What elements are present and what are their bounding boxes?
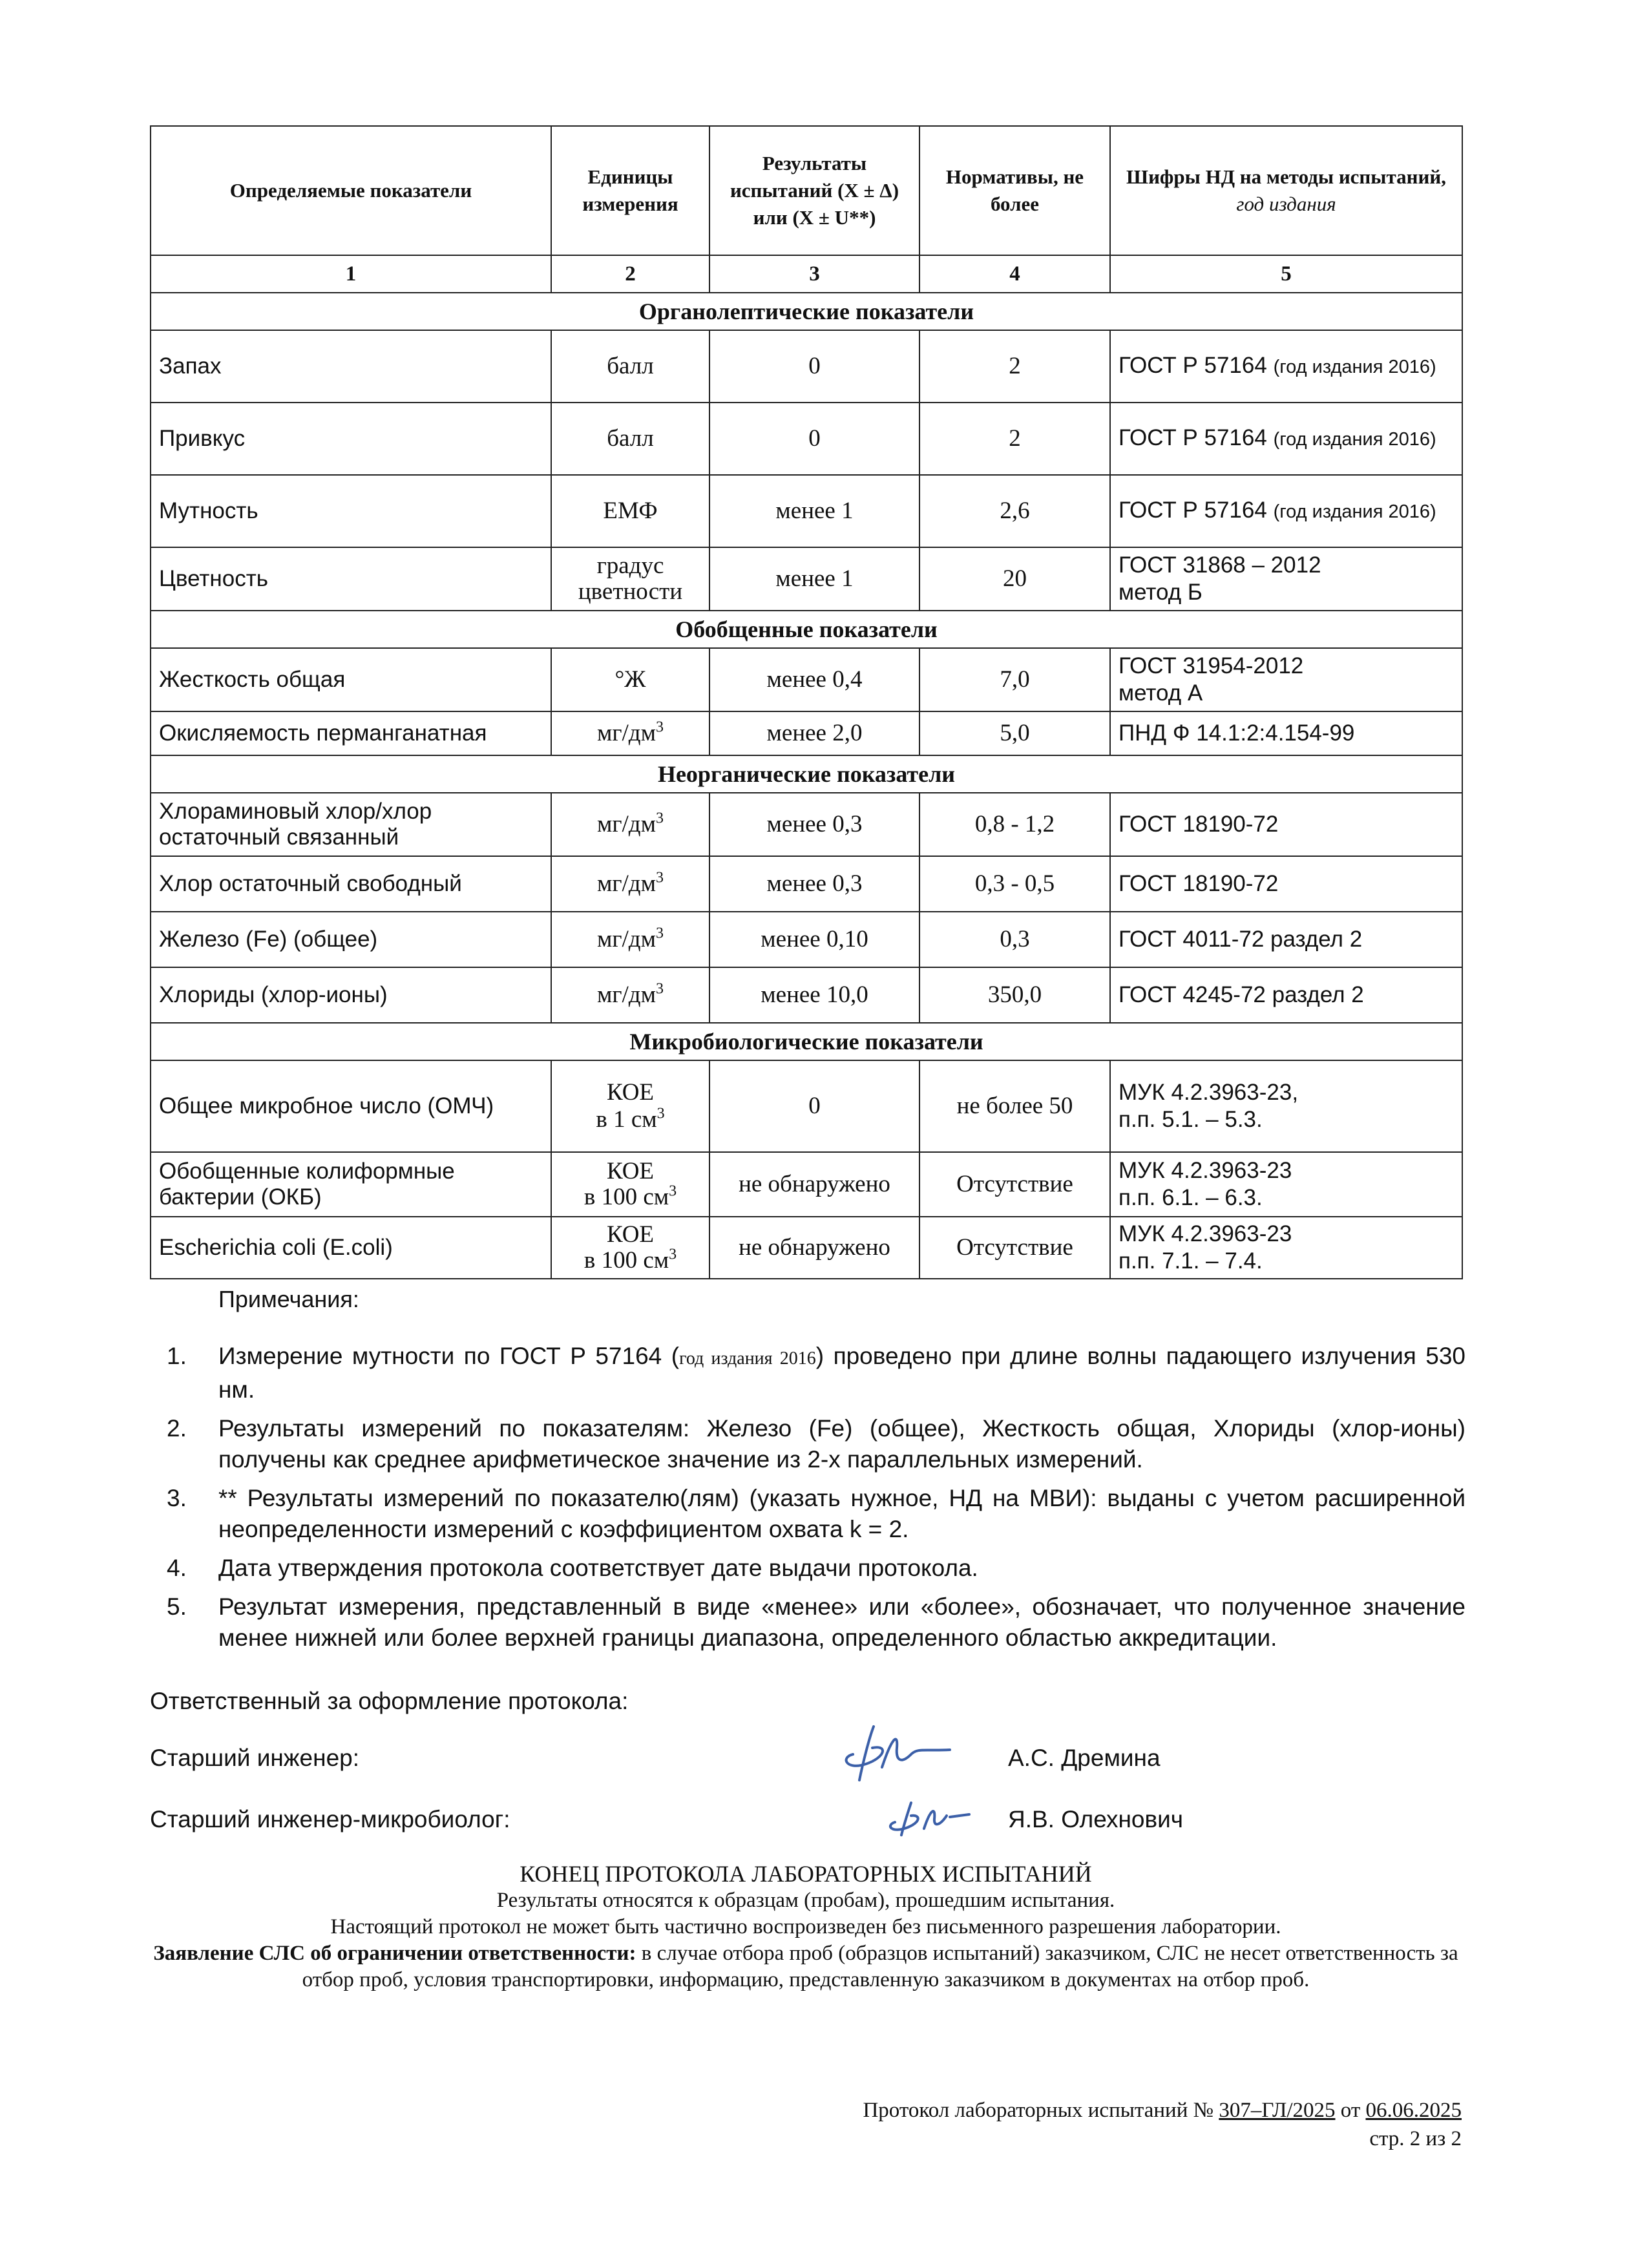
cell-method — [1110, 1060, 1462, 1152]
cell-unit: °Ж — [551, 648, 709, 711]
colnum-3: 3 — [709, 255, 919, 293]
unit-line2: в 100 см — [583, 1184, 669, 1210]
section-microbiological: Микробиологические показатели — [151, 1023, 1462, 1060]
section-row — [151, 1023, 1462, 1060]
name-line1: Обобщенные колиформные — [159, 1159, 455, 1184]
cell-method — [1110, 475, 1462, 547]
unit-text: мг/дм — [596, 720, 656, 746]
method-line1: ГОСТ 31868 – 2012 — [1119, 552, 1321, 578]
cell-name: Привкус — [151, 403, 551, 475]
cell-result: 0 — [709, 403, 919, 475]
protocol-prefix: Протокол лабораторных испытаний № — [863, 2099, 1219, 2122]
colnum-4: 4 — [919, 255, 1110, 293]
name-line2: остаточный связанный — [159, 824, 399, 850]
table-row — [151, 403, 1462, 475]
cell-unit — [551, 1060, 709, 1152]
section-row — [151, 611, 1462, 648]
unit-line1: КОЕ — [606, 1079, 655, 1106]
cell-norm: не более 50 — [919, 1060, 1110, 1152]
cell-name: Хлор остаточный свободный — [151, 856, 551, 912]
colnum-2: 2 — [551, 255, 709, 293]
cell-unit: балл — [551, 330, 709, 403]
cell-result: 0 — [709, 1060, 919, 1152]
note-text: ) проведено при длине волны падающего излучения 530 нм. — [218, 1343, 1466, 1403]
end-title: КОНЕЦ ПРОТОКОЛА ЛАБОРАТОРНЫХ ИСПЫТАНИЙ — [520, 1861, 1092, 1887]
header-method-year: год издания — [1236, 193, 1336, 215]
microbiologist-name: Я.В. Олехнович — [1008, 1806, 1184, 1832]
unit-text: мг/дм — [596, 811, 656, 837]
method-text: ГОСТ Р 57164 — [1119, 498, 1267, 523]
header-unit: Единицы измерения — [551, 126, 709, 255]
method-line2: п.п. 6.1. – 6.3. — [1119, 1185, 1263, 1210]
notes-title: Примечания: — [218, 1286, 359, 1312]
unit-sup: 3 — [656, 869, 664, 887]
cell-result: менее 0,3 — [709, 856, 919, 912]
method-line2: метод А — [1119, 680, 1203, 706]
cell-norm: 350,0 — [919, 967, 1110, 1023]
cell-result: не обнаружено — [709, 1217, 919, 1279]
note-text: Дата утверждения протокола соответствует дате выдачи протокола. — [218, 1555, 978, 1581]
cell-norm: Отсутствие — [919, 1152, 1110, 1217]
signature-engineer-icon — [834, 1719, 963, 1790]
cell-result: менее 0,4 — [709, 648, 919, 711]
cell-unit — [551, 711, 709, 755]
note-item — [167, 1413, 1465, 1475]
cell-name — [151, 1152, 551, 1217]
note-text: Измерение мутности по ГОСТ Р 57164 ( — [218, 1343, 680, 1369]
note-item — [167, 1591, 1465, 1654]
cell-method: ГОСТ 4245-72 раздел 2 — [1110, 967, 1462, 1023]
section-organoleptic: Органолептические показатели — [151, 293, 1462, 330]
cell-result: менее 0,3 — [709, 793, 919, 856]
cell-name: Железо (Fe) (общее) — [151, 912, 551, 967]
cell-name: Общее микробное число (ОМЧ) — [151, 1060, 551, 1152]
unit-line2: в 100 см — [583, 1247, 669, 1274]
cell-method — [1110, 648, 1462, 711]
note-item — [167, 1341, 1465, 1405]
protocol-number: 307–ГЛ/2025 — [1219, 2099, 1336, 2122]
protocol-reference — [863, 2099, 1462, 2123]
cell-norm: Отсутствие — [919, 1217, 1110, 1279]
table-row — [151, 648, 1462, 711]
cell-result: менее 2,0 — [709, 711, 919, 755]
header-result: Результаты испытаний (X ± Δ) или (X ± U**) — [709, 126, 919, 255]
cell-name: Окисляемость перманганатная — [151, 711, 551, 755]
note-number: 2. — [167, 1415, 187, 1442]
unit-sup: 3 — [656, 980, 664, 998]
cell-norm: 5,0 — [919, 711, 1110, 755]
note-number: 3. — [167, 1485, 187, 1511]
method-line2: метод Б — [1119, 580, 1203, 605]
method-line2: п.п. 5.1. – 5.3. — [1119, 1107, 1263, 1132]
method-line1: МУК 4.2.3963-23 — [1119, 1158, 1292, 1183]
table-header-row — [151, 126, 1462, 255]
method-text: ГОСТ Р 57164 — [1119, 425, 1267, 450]
cell-norm: 20 — [919, 547, 1110, 611]
senior-engineer-label: Старший инженер: — [150, 1745, 360, 1771]
note-text: Результат измерения, представленный в виде «менее» или «более», обозначает, что полученное значение менее нижней или более верхней границы диапазона, определенного областью аккредитации. — [218, 1593, 1465, 1651]
signature-microbiologist-icon — [885, 1790, 982, 1842]
unit-sup: 3 — [656, 810, 664, 827]
note-text: ** Результаты измерений по показателю(лям) (указать нужное, НД на МВИ): выданы с учетом расширенной неопределенности измерений с коэффициентом охвата k = 2. — [218, 1485, 1465, 1542]
cell-name: Цветность — [151, 547, 551, 611]
note-item — [167, 1553, 1465, 1584]
protocol-date: 06.06.2025 — [1365, 2099, 1462, 2122]
cell-unit — [551, 912, 709, 967]
cell-result: менее 0,10 — [709, 912, 919, 967]
table-row — [151, 711, 1462, 755]
cell-unit — [551, 967, 709, 1023]
cell-name: Escherichia coli (E.coli) — [151, 1217, 551, 1279]
note-text-small: год издания 2016 — [679, 1349, 816, 1369]
cell-method — [1110, 1152, 1462, 1217]
unit-sup: 3 — [669, 1182, 677, 1200]
cell-unit: ЕМФ — [551, 475, 709, 547]
disclaimer-text: в случае отбора проб (образцов испытаний) заказчиком, СЛС не несет ответственность за отбор проб, условия транспортировки, информацию, представленную заказчиком в документах на отбор проб. — [302, 1942, 1458, 1991]
cell-result: 0 — [709, 330, 919, 403]
protocol-mid: от — [1335, 2099, 1366, 2122]
cell-norm: 0,8 - 1,2 — [919, 793, 1110, 856]
method-note: (год издания 2016) — [1273, 429, 1436, 450]
table-row — [151, 967, 1462, 1023]
cell-result: менее 10,0 — [709, 967, 919, 1023]
cell-unit — [551, 793, 709, 856]
cell-method: ГОСТ 18190-72 — [1110, 793, 1462, 856]
cell-unit: балл — [551, 403, 709, 475]
results-table — [150, 125, 1463, 1279]
section-inorganic: Неорганические показатели — [151, 755, 1462, 793]
unit-sup: 3 — [656, 719, 664, 736]
cell-method — [1110, 403, 1462, 475]
disclaimer — [150, 1940, 1462, 1993]
name-line2: бактерии (ОКБ) — [159, 1184, 322, 1210]
disclaimer-bold: Заявление СЛС об ограничении ответственности: — [153, 1942, 636, 1965]
section-generalized: Обобщенные показатели — [151, 611, 1462, 648]
header-indicator: Определяемые показатели — [151, 126, 551, 255]
unit-line1: КОЕ — [606, 1221, 655, 1248]
unit-sup: 3 — [656, 1105, 665, 1122]
unit-line1: градус — [596, 552, 664, 579]
responsible-label: Ответственный за оформление протокола: — [150, 1688, 629, 1714]
cell-norm: 7,0 — [919, 648, 1110, 711]
footer-line-1: Результаты относятся к образцам (пробам), прошедшим испытания. — [496, 1889, 1115, 1912]
unit-line1: КОЕ — [606, 1158, 655, 1184]
name-line1: Хлораминовый хлор/хлор — [159, 799, 432, 824]
header-method-main: Шифры НД на методы испытаний, — [1126, 165, 1446, 188]
cell-name: Мутность — [151, 475, 551, 547]
cell-result: менее 1 — [709, 547, 919, 611]
cell-unit — [551, 1152, 709, 1217]
cell-method: ГОСТ 18190-72 — [1110, 856, 1462, 912]
cell-norm: 2 — [919, 330, 1110, 403]
cell-result: менее 1 — [709, 475, 919, 547]
note-number: 1. — [167, 1343, 187, 1369]
footer — [150, 1861, 1462, 1993]
table-row — [151, 330, 1462, 403]
table-row — [151, 547, 1462, 611]
cell-name: Запах — [151, 330, 551, 403]
cell-method: ГОСТ 4011-72 раздел 2 — [1110, 912, 1462, 967]
cell-unit — [551, 547, 709, 611]
table-row — [151, 1060, 1462, 1152]
cell-method — [1110, 1217, 1462, 1279]
cell-name: Жесткость общая — [151, 648, 551, 711]
table-row — [151, 1152, 1462, 1217]
cell-name — [151, 793, 551, 856]
footer-line-2: Настоящий протокол не может быть частично воспроизведен без письменного разрешения лаборатории. — [330, 1915, 1281, 1938]
colnum-1: 1 — [151, 255, 551, 293]
table-row — [151, 912, 1462, 967]
note-number: 4. — [167, 1555, 187, 1581]
table-row — [151, 856, 1462, 912]
note-text: Результаты измерений по показателям: Железо (Fe) (общее), Жесткость общая, Хлориды (хлор-ионы) получены как среднее арифметическое значение из 2-х параллельных измерений. — [218, 1415, 1465, 1473]
header-norm: Нормативы, не более — [919, 126, 1110, 255]
section-row — [151, 755, 1462, 793]
notes-list — [167, 1341, 1465, 1661]
method-line2: п.п. 7.1. – 7.4. — [1119, 1248, 1263, 1274]
cell-unit — [551, 856, 709, 912]
senior-engineer-name: А.С. Дремина — [1008, 1745, 1161, 1771]
note-item — [167, 1483, 1465, 1545]
method-note: (год издания 2016) — [1273, 357, 1436, 377]
cell-result: не обнаружено — [709, 1152, 919, 1217]
cell-norm: 2,6 — [919, 475, 1110, 547]
unit-text: мг/дм — [596, 870, 656, 897]
cell-norm: 0,3 - 0,5 — [919, 856, 1110, 912]
section-row — [151, 293, 1462, 330]
cell-name: Хлориды (хлор-ионы) — [151, 967, 551, 1023]
unit-line2: в 1 см — [596, 1106, 657, 1133]
cell-unit — [551, 1217, 709, 1279]
method-line1: МУК 4.2.3963-23, — [1119, 1080, 1299, 1105]
cell-norm: 2 — [919, 403, 1110, 475]
unit-text: мг/дм — [596, 982, 656, 1008]
cell-norm: 0,3 — [919, 912, 1110, 967]
method-line1: МУК 4.2.3963-23 — [1119, 1221, 1292, 1246]
method-text: ГОСТ Р 57164 — [1119, 353, 1267, 378]
colnum-5: 5 — [1110, 255, 1462, 293]
method-line1: ГОСТ 31954-2012 — [1119, 653, 1304, 678]
unit-line2: цветности — [578, 578, 683, 605]
header-method — [1110, 126, 1462, 255]
cell-method: ПНД Ф 14.1:2:4.154-99 — [1110, 711, 1462, 755]
unit-sup: 3 — [669, 1246, 677, 1263]
unit-sup: 3 — [656, 925, 664, 942]
page-number: стр. 2 из 2 — [1369, 2127, 1462, 2150]
column-number-row — [151, 255, 1462, 293]
table-row — [151, 475, 1462, 547]
method-note: (год издания 2016) — [1273, 501, 1436, 522]
table-row — [151, 793, 1462, 856]
unit-text: мг/дм — [596, 926, 656, 952]
table-row — [151, 1217, 1462, 1279]
note-number: 5. — [167, 1593, 187, 1620]
cell-method — [1110, 547, 1462, 611]
microbiologist-label: Старший инженер-микробиолог: — [150, 1806, 510, 1832]
cell-method — [1110, 330, 1462, 403]
